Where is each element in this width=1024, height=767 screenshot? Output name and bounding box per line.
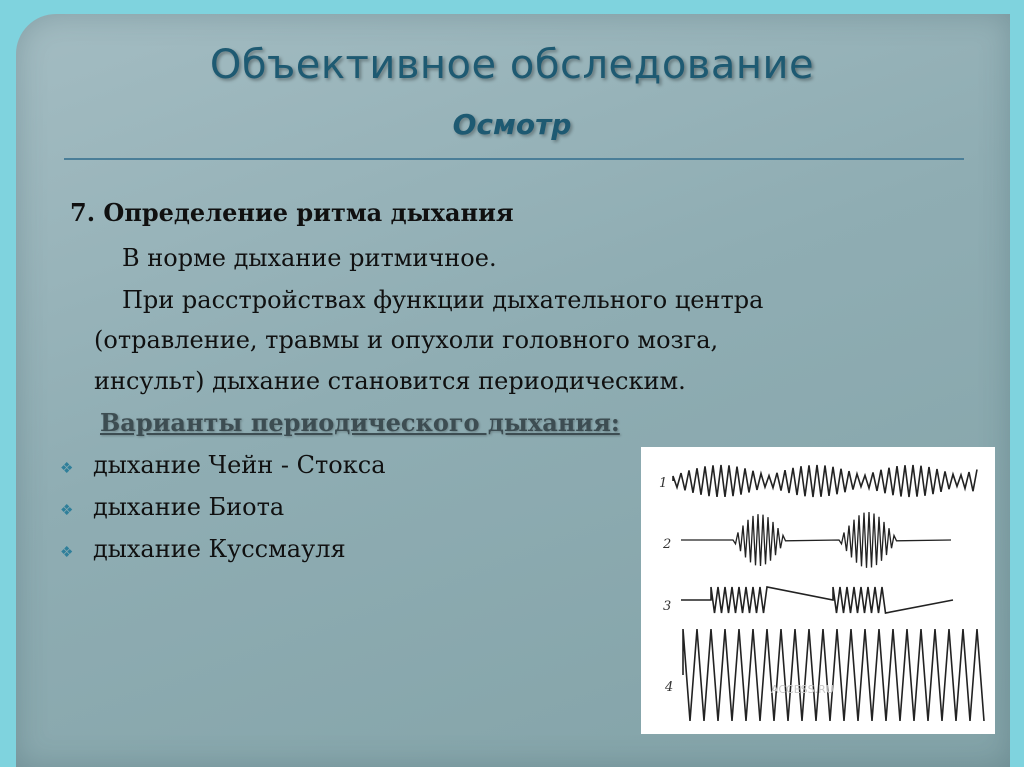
list-item: дыхание Биота [93, 493, 285, 521]
diamond-bullet-icon: ❖ [60, 501, 74, 519]
watermark: ACCESS.RU [771, 683, 834, 696]
paragraph-line-1: В норме дыхание ритмичное. [122, 244, 497, 272]
figure-label-4: 4 [665, 680, 674, 695]
figure-label-1: 1 [659, 476, 668, 491]
slide-subtitle: Осмотр [452, 108, 572, 141]
list-item: дыхание Куссмауля [93, 535, 346, 563]
diamond-bullet-icon: ❖ [60, 543, 74, 561]
slide-title: Объективное обследование [209, 42, 815, 88]
paragraph-line-4: инсульт) дыхание становится периодическим. [94, 367, 686, 395]
cheyne-stokes-waveform [673, 465, 977, 497]
title-divider [64, 158, 964, 160]
figure-label-3: 3 [663, 599, 672, 614]
cheyne-stokes-variant-waveform [681, 512, 951, 568]
kussmaul-waveform [683, 629, 984, 721]
paragraph-line-2: При расстройствах функции дыхательного центра [122, 286, 764, 314]
paragraph-line-3: (отравление, травмы и опухоли головного мозга, [94, 326, 719, 354]
breathing-patterns-figure [641, 447, 995, 734]
biot-waveform [681, 587, 953, 613]
figure-label-2: 2 [663, 537, 672, 552]
list-item: дыхание Чейн - Стокса [93, 451, 386, 479]
breathing-waveforms [641, 447, 995, 734]
diamond-bullet-icon: ❖ [60, 459, 74, 477]
section-heading: 7. Определение ритма дыхания [70, 198, 514, 227]
variants-heading: Варианты периодического дыхания: [100, 408, 620, 437]
